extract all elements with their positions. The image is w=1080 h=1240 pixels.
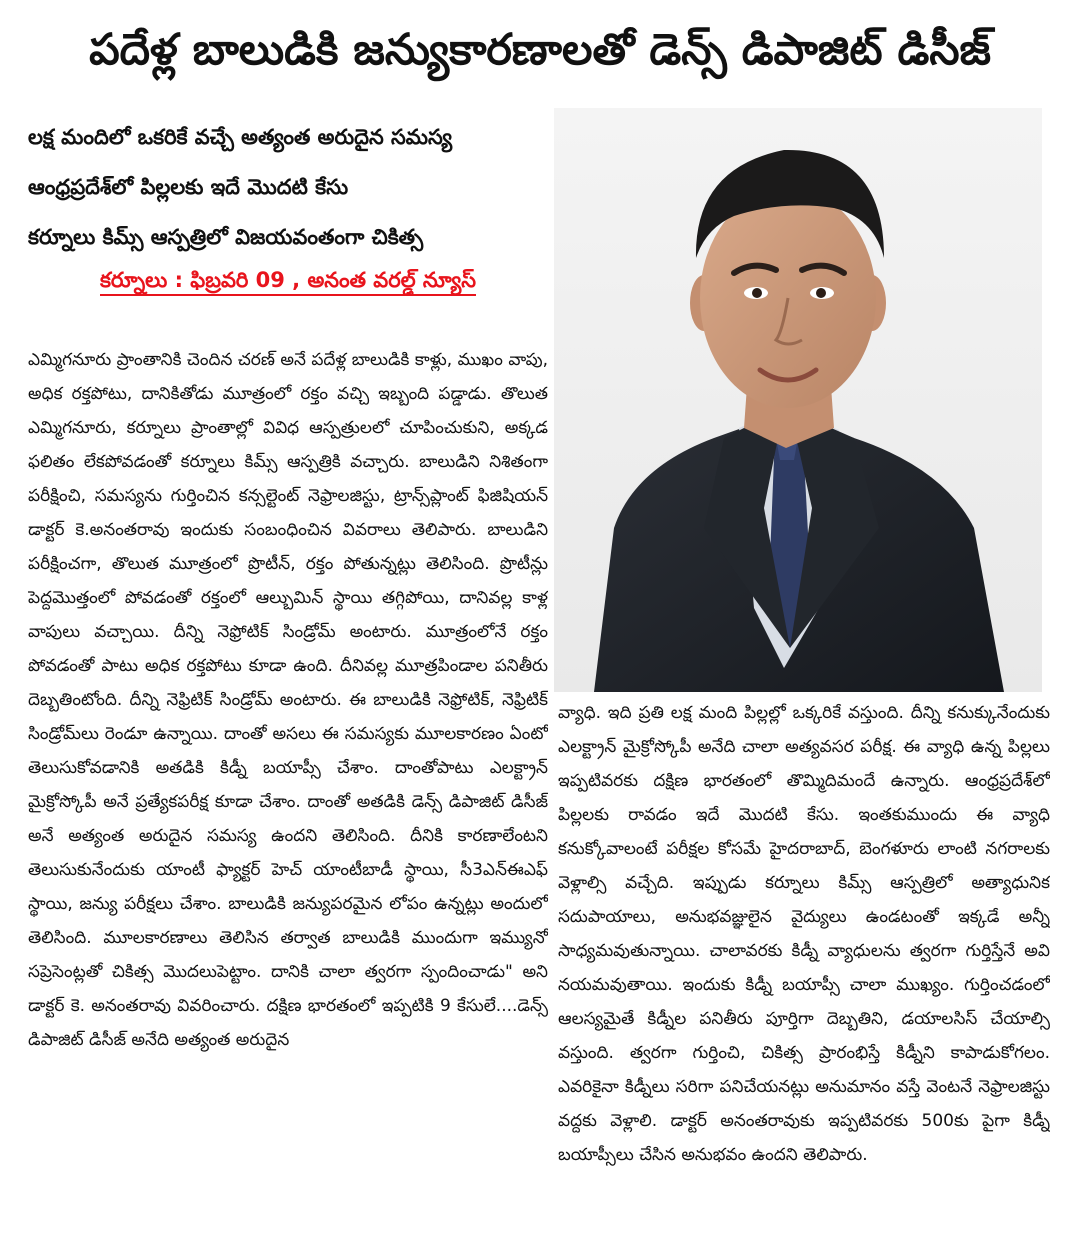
subhead-2: ఆంధ్రప్రదేశ్‌లో పిల్లలకు ఇదే మొదటి కేసు — [28, 175, 349, 199]
subhead-3: కర్నూలు కిమ్స్ ఆస్పత్రిలో విజయవంతంగా చికిత్స — [28, 225, 424, 249]
body-text-left: ఎమ్మిగనూరు ప్రాంతానికి చెందిన చరణ్ అనే పదేళ్ల బాలుడికి కాళ్లు, ముఖం వాపు, అధిక రక్తపోటు, దానికితోడు మూత్రంలో రక్తం వచ్చి ఇబ్బంది పడ్డాడు. తొలుత ఎమ్మిగనూరు, కర్నూలు ప్రాంతాల్లో వివిధ ఆస్పత్రులలో చూపించుకుని, అక్కడ ఫలితం లేకపోవడంతో కర్నూలు కిమ్స్ ఆస్పత్రికి వచ్చారు. బాలుడిని నిశితంగా పరీక్షించి, సమస్యను గుర్తించిన కన్సల్టెంట్ నెఫ్రాలజిస్టు, ట్రాన్స్‌ప్లాంట్ ఫిజిషియన్ డాక్టర్ కె.అనంతరావు ఇందుకు సంబంధించిన వివరాలు తెలిపారు. బాలుడిని పరీక్షించగా, తొలుత మూత్రంలో ప్రొటీన్, రక్తం పోతున్నట్లు తెలిసింది. ప్రొటీన్లు పెద్దమొత్తంలో పోవడంతో రక్తంలో ఆల్బుమిన్ స్థాయి తగ్గిపోయి, దానివల్ల కాళ్ల వాపులు వచ్చాయి. దీన్ని నెఫ్రోటిక్ సిండ్రోమ్ అంటారు. మూత్రంలోనే రక్తం పోవడంతో పాటు అధిక రక్తపోటు కూడా ఉంది. దీనివల్ల మూత్రపిండాల పనితీరు దెబ్బతింటోంది. దీన్ని నెఫ్రిటిక్ సిండ్రోమ్ అంటారు. ఈ బాలుడికి నెఫ్రోటిక్, నెఫ్రిటిక్ సిండ్రోమ్‌లు రెండూ ఉన్నాయి. దాంతో అసలు ఈ సమస్యకు మూలకారణం ఏంటో తెలుసుకోవడానికి అతడికి కిడ్నీ బయాప్సీ చేశాం. దాంతోపాటు ఎలక్ట్రాన్ మైక్రోస్కోపీ అనే ప్రత్యేకపరీక్ష కూడా చేశాం. దాంతో అతడికి డెన్స్ డిపాజిట్ డిసీజ్ అనే అత్యంత అరుదైన సమస్య ఉందని తెలిసింది. దీనికి కారణాలేంటని తెలుసుకునేందుకు యాంటీ ఫ్యాక్టర్ హెచ్ యాంటీబాడీ స్థాయి, సీ3ఎన్ఈఎఫ్ స్థాయి, జన్యు పరీక్షలు చేశాం. బాలుడికి జన్యుపరమైన లోపం ఉన్నట్లు అందులో తెలిసింది. మూలకారణాలు తెలిసిన తర్వాత బాలుడికి ముందుగా ఇమ్యునో సప్రెసెంట్లతో చికిత్స మొదలుపెట్టాం. దానికి చాలా త్వరగా స్పందించాడు" అని డాక్టర్ కె. అనంతరావు వివరించారు. దక్షిణ భారతంలో ఇప్పటికి 9 కేసులే....డెన్స్ డిపాజిట్ డిసీజ్ అనేది అత్యంత అరుదైన — [28, 350, 548, 1050]
article-column-left — [28, 343, 548, 1227]
body-text-right: వ్యాధి. ఇది ప్రతి లక్ష మంది పిల్లల్లో ఒక్కరికే వస్తుంది. దీన్ని కనుక్కునేందుకు ఎలక్ట్రాన్ మైక్రోస్కోపీ అనేది చాలా అత్యవసర పరీక్ష. ఈ వ్యాధి ఉన్న పిల్లలు ఇప్పటివరకు దక్షిణ భారతంలో తొమ్మిదిమందే ఉన్నారు. ఆంధ్రప్రదేశ్‌లో పిల్లలకు రావడం ఇదే మొదటి కేసు. ఇంతకుముందు ఈ వ్యాధి కనుక్కోవాలంటే పరీక్షల కోసమే హైదరాబాద్, బెంగళూరు లాంటి నగరాలకు వెళ్లాల్సి వచ్చేది. ఇప్పుడు కర్నూలు కిమ్స్ ఆస్పత్రిలో అత్యాధునిక సదుపాయాలు, అనుభవజ్ఞులైన వైద్యులు ఉండటంతో ఇక్కడే అన్నీ సాధ్యమవుతున్నాయి. చాలావరకు కిడ్నీ వ్యాధులను త్వరగా గుర్తిస్తేనే అవి నయమవుతాయి. ఇందుకు కిడ్నీ బయాప్సీ చాలా ముఖ్యం. గుర్తించడంలో ఆలస్యమైతే కిడ్నీల పనితీరు పూర్తిగా దెబ్బతిని, డయాలసిస్ చేయాల్సి వస్తుంది. త్వరగా గుర్తించి, చికిత్స ప్రారంభిస్తే కిడ్నీని కాపాడుకోగలం. ఎవరికైనా కిడ్నీలు సరిగా పనిచేయనట్లు అనుమానం వస్తే వెంటనే నెఫ్రాలజిస్టు వద్దకు వెళ్లాలి. డాక్టర్ అనంతరావుకు ఇప్పటివరకు 500కు పైగా కిడ్నీ బయాప్సీలు చేసిన అనుభవం ఉందని తెలిపారు. — [558, 703, 1050, 1165]
doctor-portrait-image — [554, 108, 1042, 692]
dateline — [28, 260, 548, 300]
subheads — [28, 112, 548, 262]
dateline-text: కర్నూలు : ఫిబ్రవరి 09 , అనంత వరల్డ్ న్యూస్ — [100, 268, 476, 296]
doctor-photo — [554, 108, 1042, 692]
subhead-1: లక్ష మందిలో ఒకరికే వచ్చే అత్యంత అరుదైన సమస్య — [28, 125, 453, 149]
article-column-right — [558, 696, 1050, 1196]
headline: పదేళ్ల బాలుడికి జన్యుకారణాలతో డెన్స్ డిపాజిట్ డిసీజ్ — [89, 25, 991, 75]
